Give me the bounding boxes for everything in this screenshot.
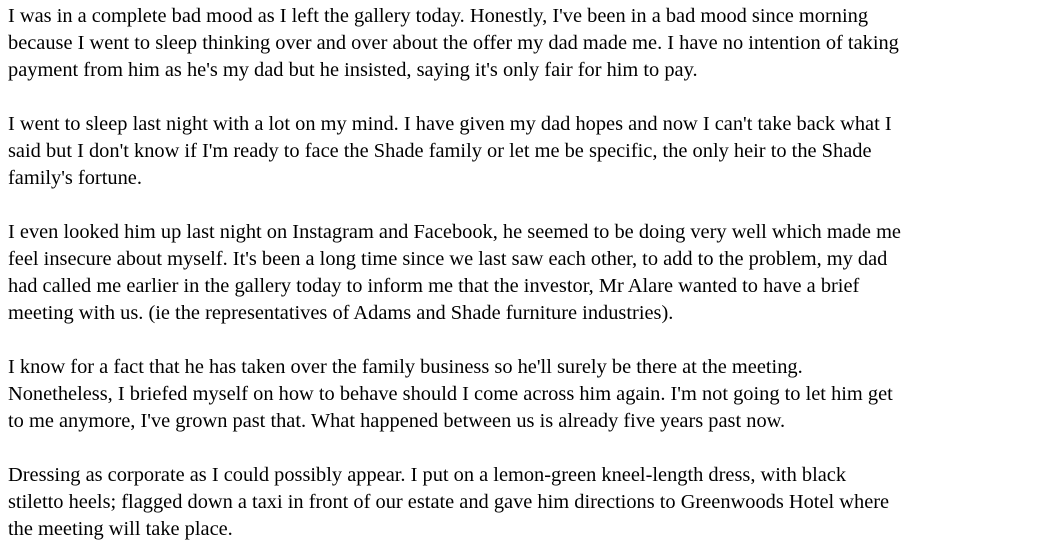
paragraph-5 (8, 462, 1044, 543)
paragraph-line: stiletto heels; flagged down a taxi in front of our estate and gave him directions to Greenwoods Hotel where (8, 491, 890, 513)
paragraph-line: I know for a fact that he has taken over the family business so he'll surely be there at the meeting. (8, 356, 803, 378)
paragraph-line: payment from him as he's my dad but he insisted, saying it's only fair for him to pay. (8, 59, 698, 81)
paragraph-line: Dressing as corporate as I could possibly appear. I put on a lemon-green kneel-length dress, with black (8, 464, 847, 486)
paragraph-line: I even looked him up last night on Instagram and Facebook, he seemed to be doing very well which made me (8, 221, 901, 243)
paragraph-1 (8, 3, 1044, 84)
paragraph-line: family's fortune. (8, 167, 142, 189)
paragraph-line: because I went to sleep thinking over and over about the offer my dad made me. I have no intention of taking (8, 32, 899, 54)
paragraph-line: meeting with us. (ie the representatives of Adams and Shade furniture industries). (8, 302, 674, 324)
paragraph-line: I went to sleep last night with a lot on my mind. I have given my dad hopes and now I can't take back what I (8, 113, 892, 135)
paragraph-2 (8, 111, 1044, 192)
paragraph-4 (8, 354, 1044, 435)
paragraph-line: feel insecure about myself. It's been a long time since we last saw each other, to add to the problem, my dad (8, 248, 888, 270)
paragraph-line: Nonetheless, I briefed myself on how to behave should I come across him again. I'm not going to let him get (8, 383, 893, 405)
paragraph-line: to me anymore, I've grown past that. What happened between us is already five years past now. (8, 410, 786, 432)
paragraph-line: the meeting will take place. (8, 518, 233, 540)
paragraph-line: said but I don't know if I'm ready to face the Shade family or let me be specific, the only heir to the Shade (8, 140, 872, 162)
paragraph-3 (8, 219, 1044, 327)
paragraph-line: I was in a complete bad mood as I left the gallery today. Honestly, I've been in a bad mood since morning (8, 5, 869, 27)
paragraph-line: had called me earlier in the gallery today to inform me that the investor, Mr Alare wanted to have a brief (8, 275, 860, 297)
